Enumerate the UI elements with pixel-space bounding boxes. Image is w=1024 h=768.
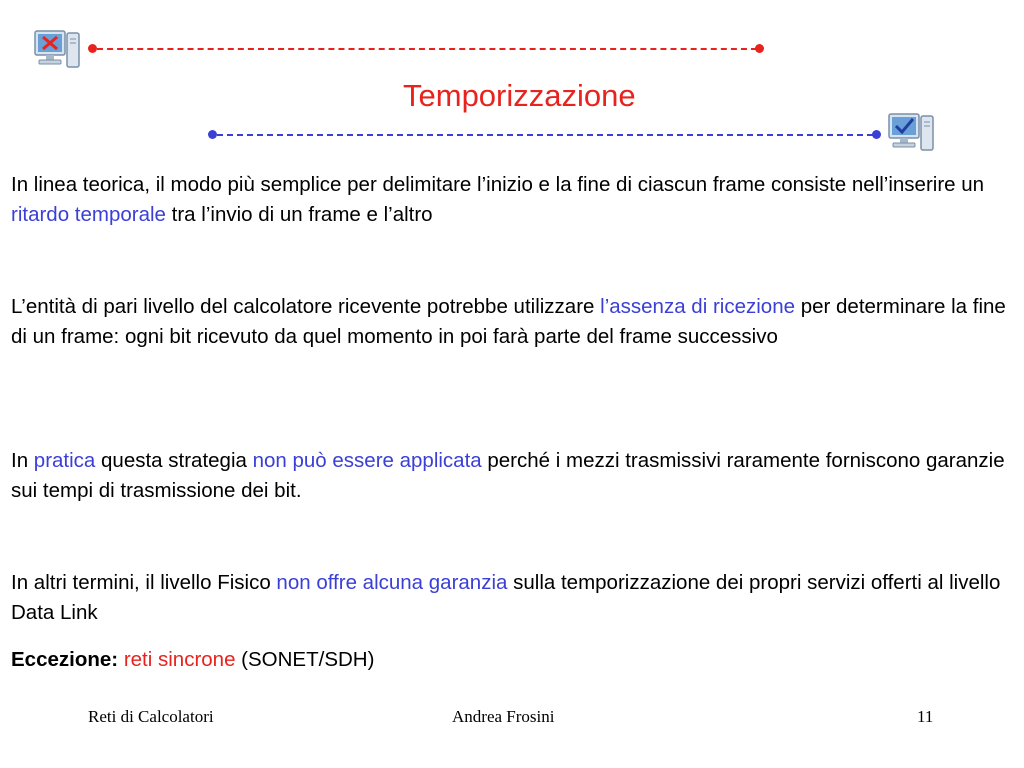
paragraph-text: perché i mezzi trasmissivi raramente forniscono garanzie sui tempi di trasmissione dei bit. [11, 449, 1005, 502]
paragraph-text: (SONET/SDH) [235, 648, 375, 671]
highlight-text: l’assenza di ricezione [600, 295, 795, 318]
top-divider-line [97, 48, 757, 50]
paragraph-text: tra l’invio di un frame e l’altro [165, 203, 433, 226]
paragraph-text: In [11, 449, 34, 472]
footer-course: Reti di Calcolatori [88, 707, 214, 726]
paragraph-5 [11, 645, 1011, 675]
paragraph-text: sulla temporizzazione dei propri servizi offerti al livello Data Link [11, 571, 1001, 624]
paragraph-text: In altri termini, il livello Fisico [11, 571, 277, 594]
line-endpoint-dot [755, 44, 764, 53]
computer-error-icon [33, 27, 83, 75]
paragraph-text: per determinare la fine di un frame: ogni bit ricevuto da quel momento in poi farà parte del frame successivo [11, 295, 1006, 348]
highlight-text: ritardo temporale [11, 203, 166, 226]
exception-label: Eccezione: [11, 648, 119, 671]
computer-ok-icon [887, 110, 937, 158]
paragraph-1 [11, 170, 1011, 230]
highlight-text: reti sincrone [123, 648, 236, 671]
line-endpoint-dot [88, 44, 97, 53]
paragraph-4 [11, 568, 1011, 628]
footer-author: Andrea Frosini [452, 707, 555, 726]
highlight-text: pratica [33, 449, 96, 472]
line-endpoint-dot [872, 130, 881, 139]
footer-page-number: 11 [917, 707, 934, 726]
slide-title: Temporizzazione [403, 78, 636, 113]
paragraph-text: L’entità di pari livello del calcolatore ricevente potrebbe utilizzare [11, 295, 601, 318]
paragraph-3 [11, 446, 1011, 506]
highlight-text: non può essere applicata [252, 449, 482, 472]
bottom-divider-line [217, 134, 873, 136]
paragraph-text: questa strategia [95, 449, 253, 472]
highlight-text: non offre alcuna garanzia [276, 571, 508, 594]
line-endpoint-dot [208, 130, 217, 139]
paragraph-text: In linea teorica, il modo più semplice per delimitare l’inizio e la fine di ciascun frame consiste nell’inserire un [11, 173, 985, 196]
paragraph-2 [11, 292, 1011, 352]
